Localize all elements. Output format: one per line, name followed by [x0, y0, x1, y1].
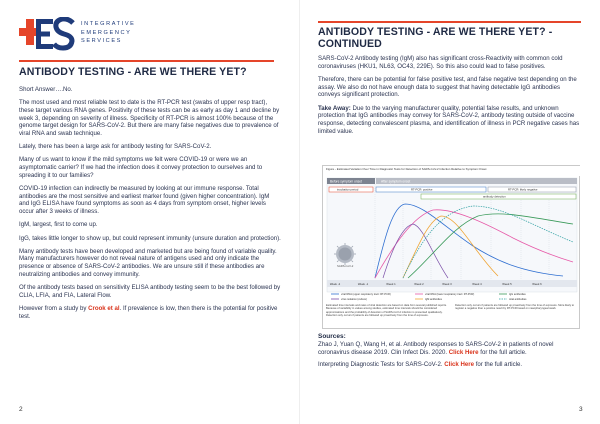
- tick-week-minus-2: Week -2: [329, 281, 341, 286]
- paragraph: IgM, largest, first to come up.: [19, 221, 98, 229]
- paragraph: COVID-19 infection can indirectly be measured by looking at our immune response. Total antibodies are the most sensitive and earliest marker found (given higher concentration). IgM and IgG ELISA have found symptoms as soon as 4 days from symptom onset, higher levels occur after 3 weeks of illness.: [19, 185, 270, 216]
- text: However from a study by: [19, 304, 89, 312]
- legend-igg: IgG antibodies: [509, 293, 526, 296]
- phase-before-label: Before symptom onset: [330, 179, 362, 184]
- incubation-label: incubation period: [337, 187, 359, 192]
- text: Zhao J, Yuan Q, Wang H, et al. Antibody responses to SARS-CoV-2 in patients of novel coronavirus disease 2019. Clin Infect Dis. 2020.: [318, 340, 554, 356]
- text: . If prevalence is low, then there is the potential for positive test.: [19, 304, 278, 320]
- figure-footnote-left: Estimated time intervals and rates of viral detection are based on data from several published reports. Because of variability in values among studies, estimated time intervals should be considered approximations and the probability of detection of SARS-CoV-2 infection is presented qualitatively. Detection only occurs if patients are followed up proactively from the time of exposure.: [326, 304, 447, 318]
- sources-section: [318, 333, 584, 374]
- page-title: ANTIBODY TESTING - ARE WE THERE YET?: [19, 66, 247, 78]
- text: for the full article.: [474, 361, 523, 369]
- interpreting-article-link[interactable]: Click Here: [444, 361, 475, 369]
- paragraph: IgG, takes little longer to show up, but could represent immunity (unsure duration and protection).: [19, 234, 281, 242]
- takeaway-paragraph: [318, 105, 584, 136]
- figure-caption: Figure - Estimated Variation Over Time in Diagnostic Tests for Detection of SARS-CoV-2 Infection Relative to Symptom Onset: [326, 167, 487, 171]
- tick-week-2: Week 2: [414, 281, 424, 286]
- paragraph: Lately, there has been a large ask for antibody testing for SARS-CoV-2.: [19, 143, 212, 151]
- tick-week-5: Week 5: [502, 281, 512, 286]
- takeaway-label: Take Away:: [318, 104, 351, 112]
- figure-graphic: [323, 166, 581, 330]
- brand-wordmark: [81, 20, 135, 46]
- rtpcr-positive-label: RT-PCR: positive: [411, 187, 433, 192]
- legend-viral-rna-upper: viral RNA (upper respiratory tract: RT-PCR): [341, 293, 391, 296]
- page-number: 3: [579, 406, 583, 413]
- antibody-detection-label: antibody detection: [483, 194, 506, 199]
- crook-study-link[interactable]: Crook et al: [88, 304, 120, 312]
- article-body: [19, 86, 281, 326]
- rtpcr-likely-negative-label: RT-PCR: likely negative: [508, 187, 538, 192]
- text: for the full article.: [478, 348, 527, 356]
- paragraph: Therefore, there can be potential for false positive test, and false negative test depending on the assay. We also do not have enough data to suggest that having detectable IgG antibodies conveys significant protection.: [318, 75, 577, 99]
- paragraph: Many of us want to know if the mild symptoms we felt were COVID-19 or were we an asymptomatic carrier? If we had the infection does it convey protection to ourselves and to spreading it to our families?: [19, 156, 263, 179]
- brand-line-1: INTEGRATIVE: [81, 21, 136, 27]
- paragraph: Short Answer….No.: [19, 86, 73, 93]
- figure-footnote-right: Detection only occurs if patients are followed up proactively from the time of exposure. More likely to register a negative than a positive result by RT-PCR based on nasopharyngeal swab.: [455, 304, 575, 311]
- brand-logo-mark-icon: [19, 17, 77, 51]
- page-number: 2: [19, 406, 23, 413]
- legend-total-antibodies: total antibodies: [509, 298, 527, 301]
- diagnostic-figure: [322, 165, 580, 329]
- article-body: [318, 55, 584, 141]
- paragraph-study: [19, 305, 281, 320]
- legend-virus-isolation: virus isolation (culture): [341, 298, 367, 301]
- tick-week-1: Week 1: [386, 281, 396, 286]
- legend-viral-rna-lower: viral RNA (lower respiratory tract: RT-PCR): [425, 293, 475, 296]
- sources-title: Sources:: [318, 333, 346, 340]
- tick-week-6: Week 6: [532, 281, 542, 286]
- tick-week-4: Week 4: [472, 281, 482, 286]
- title-rule: [318, 21, 581, 23]
- takeaway-text: Due to the varying manufacturer quality, potential false results, and unknown protection that IgG antibodies may convey for SARS-CoV-2, antibody testing outside of vaccine response, detecting convalescent plasma, and identification of illness in PCR negative cases has limited value.: [318, 104, 580, 135]
- citation-zhao: [318, 341, 584, 357]
- citation-interpreting: [318, 361, 584, 369]
- title-rule: [19, 60, 274, 62]
- tick-week-3: Week 3: [442, 281, 452, 286]
- paragraph: SARS-CoV-2 Antibody testing (IgM) also has significant cross-Reactivity with common cold coronaviruses (HKU1, NL63, OC43, 229E). So this also could lead to false positives.: [318, 55, 563, 70]
- page-title: ANTIBODY TESTING - ARE WE THERE YET? - CONTINUED: [318, 26, 553, 50]
- paragraph: The most used and most reliable test to date is the RT-PCR test (swabs of upper resp tract), these target various RNA genes. Positivity of these tests can be as early as day 1 and decline by week 3, depending on severity of illness. Specificity of RT-PCR is almost 100% because of the genome target design for SARS-CoV-2. But there are many false negatives due to prevalence of viral RNA and swab technique.: [19, 99, 280, 138]
- right-page: [300, 0, 600, 424]
- tick-week-minus-1: Week -1: [357, 281, 369, 286]
- paragraph: Of the antibody tests based on sensitivity ELISA antibody testing seem to be the best followed by CLIA, LFIA, and FIA, Lateral Flow.: [19, 284, 281, 299]
- zhao-article-link[interactable]: Click Here: [448, 348, 479, 356]
- legend-igm: IgM antibodies: [425, 298, 442, 301]
- phase-after-label: After symptom onset: [381, 179, 411, 184]
- text: Interpreting Diagnostic Tests for SARS-CoV-2.: [318, 361, 445, 369]
- paragraph: Many antibody tests have been developed and marketed but are being found of variable quality. Many manufacturers however do not reveal nature of antigens used and only indicate the presence or absence of SARS-CoV-2 antibodies. We are unsure still if these antibodies are neutralizing antibodies and convey immunity.: [19, 247, 277, 278]
- brand-line-2: EMERGENCY: [81, 29, 132, 36]
- virus-label: SARS-CoV-2: [337, 264, 354, 268]
- brand-logo: [19, 17, 199, 53]
- virus-icon: [334, 243, 356, 265]
- brand-line-3: SERVICES: [81, 38, 122, 45]
